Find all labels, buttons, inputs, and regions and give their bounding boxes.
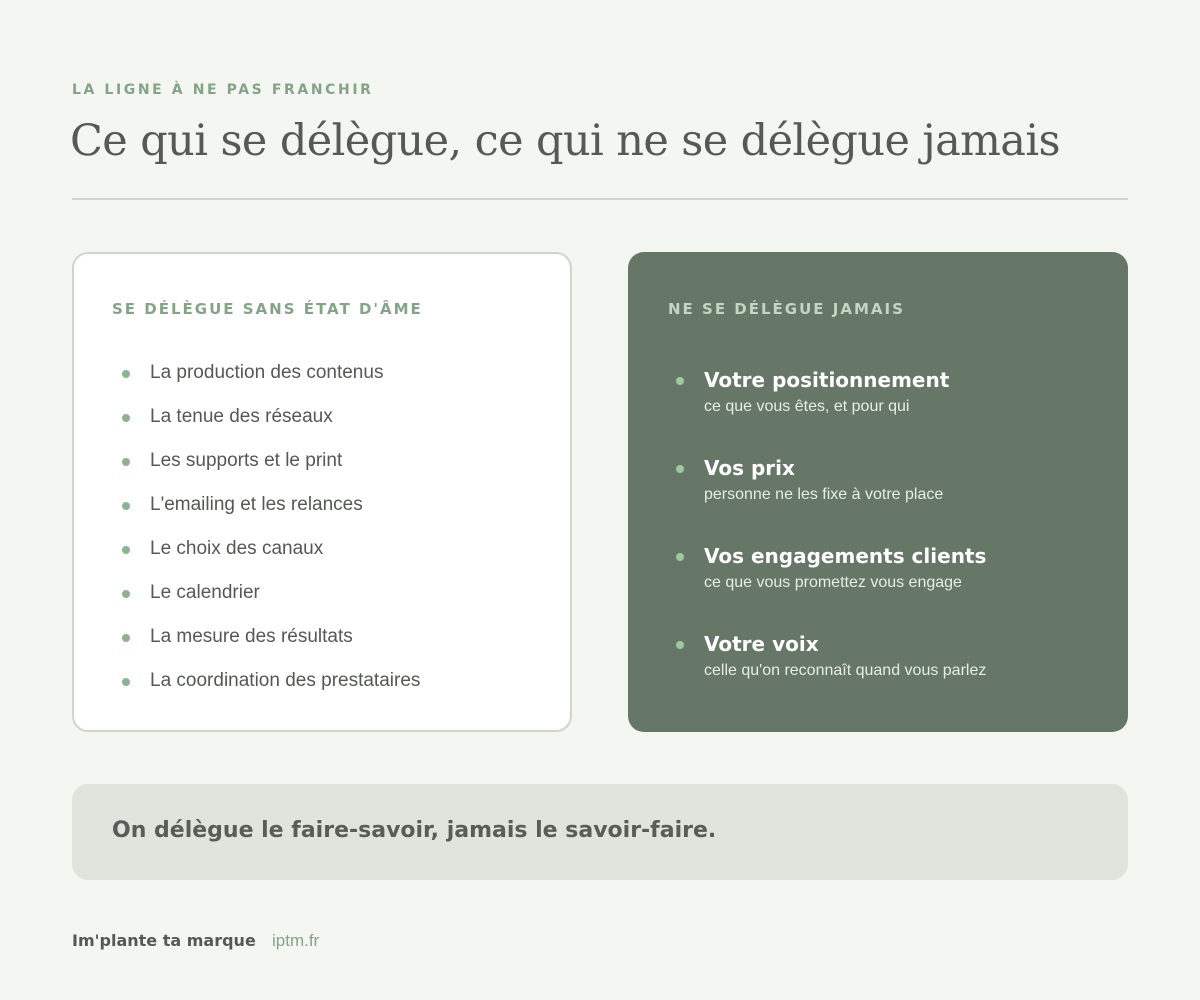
list-item-label: Les supports et le print: [150, 450, 343, 471]
list-item: [112, 624, 420, 668]
delegable-list: [112, 360, 420, 712]
bullet-icon: [676, 465, 684, 473]
list-item: [112, 360, 420, 404]
non-delegable-list: [668, 366, 986, 718]
list-item: [112, 492, 420, 536]
list-item-title: Votre voix: [704, 632, 819, 656]
list-item: [112, 404, 420, 448]
list-item-label: La tenue des réseaux: [150, 406, 333, 427]
page-title: Ce qui se délègue, ce qui ne se délègue jamais: [70, 116, 1060, 166]
bullet-icon: [122, 590, 130, 598]
bullet-icon: [122, 546, 130, 554]
list-item-title: Vos engagements clients: [704, 544, 987, 568]
bullet-icon: [122, 502, 130, 510]
list-item-label: La coordination des prestataires: [150, 670, 421, 691]
bullet-icon: [122, 634, 130, 642]
list-item-label: La production des contenus: [150, 362, 384, 383]
list-item-subtitle: ce que vous êtes, et pour qui: [704, 398, 910, 415]
eyebrow-label: LA LIGNE À NE PAS FRANCHIR: [72, 82, 374, 98]
list-item-subtitle: ce que vous promettez vous engage: [704, 574, 962, 591]
bullet-icon: [122, 370, 130, 378]
bullet-icon: [676, 377, 684, 385]
list-item: [112, 668, 420, 712]
list-item-title: Vos prix: [704, 456, 795, 480]
bullet-icon: [122, 678, 130, 686]
delegable-card: [72, 252, 572, 732]
list-item: [668, 542, 986, 630]
bullet-icon: [122, 458, 130, 466]
title-divider: [72, 198, 1128, 200]
list-item-label: La mesure des résultats: [150, 626, 353, 647]
footer-link[interactable]: iptm.fr: [272, 931, 320, 950]
footer-brand: Im'plante ta marque: [72, 931, 256, 950]
list-item-subtitle: celle qu'on reconnaît quand vous parlez: [704, 662, 987, 679]
quote-box: [72, 784, 1128, 880]
list-item: [668, 630, 986, 718]
bullet-icon: [122, 414, 130, 422]
list-item: [668, 366, 986, 454]
list-item-label: Le choix des canaux: [150, 538, 324, 559]
list-item: [112, 448, 420, 492]
list-item: [112, 580, 420, 624]
bullet-icon: [676, 553, 684, 561]
list-item: [668, 454, 986, 542]
non-delegable-card-heading: NE SE DÉLÈGUE JAMAIS: [668, 300, 905, 318]
non-delegable-card: [628, 252, 1128, 732]
list-item-label: L'emailing et les relances: [150, 494, 363, 515]
bullet-icon: [676, 641, 684, 649]
delegable-card-heading: SE DÉLÈGUE SANS ÉTAT D'ÂME: [112, 300, 423, 318]
list-item: [112, 536, 420, 580]
list-item-title: Votre positionnement: [704, 368, 950, 392]
list-item-label: Le calendrier: [150, 582, 260, 603]
list-item-subtitle: personne ne les fixe à votre place: [704, 486, 944, 503]
quote-text: On délègue le faire-savoir, jamais le savoir-faire.: [112, 818, 717, 843]
